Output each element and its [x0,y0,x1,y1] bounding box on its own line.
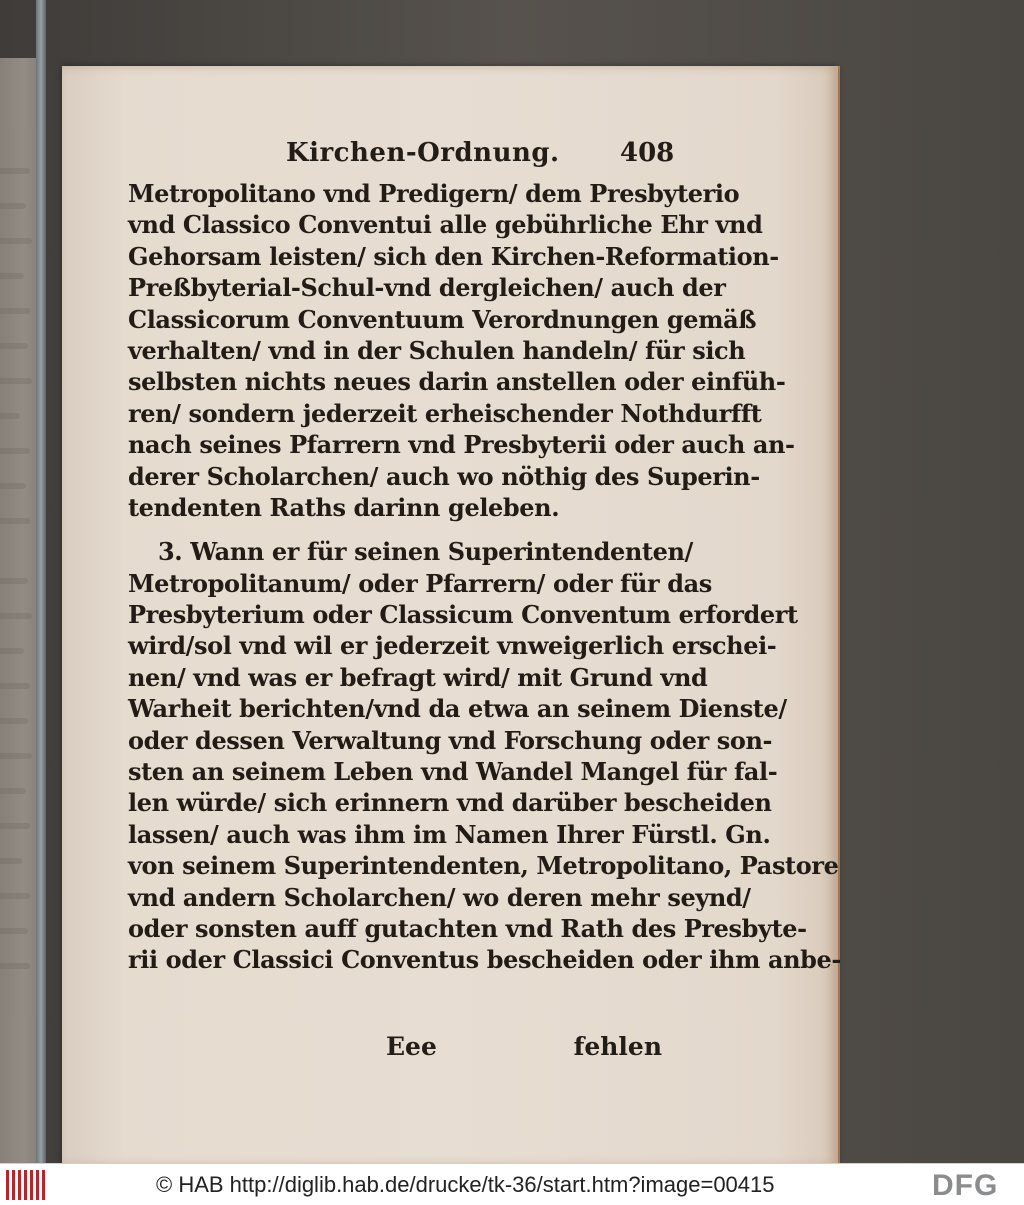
text-line: Metropolitano vnd Predigern/ dem Presbyterio [128,179,740,208]
body-text [128,178,841,976]
running-head [62,138,838,178]
text-line: derer Scholarchen/ auch wo nöthig des Superin- [128,461,760,491]
page-footer-line [128,1032,662,1068]
catchword: fehlen [573,1032,662,1061]
text-line: Presbyterium oder Classicum Conventum erfordert [128,600,798,630]
text-line: oder dessen Verwaltung vnd Forschung oder son- [128,725,773,755]
paragraph-start-line: 3. Wann er für seinen Superintendenten/ [158,537,693,567]
text-line: vnd Classico Conventui alle gebührliche Ehr vnd [128,210,763,240]
text-line: Preßbyterial-Schul-vnd dergleichen/ auch der [128,273,726,303]
text-line: len würde/ sich erinnern vnd darüber bescheiden [128,788,772,818]
signature-mark: Eee [386,1032,437,1061]
footer-bar [0,1163,1024,1205]
text-line: vnd andern Scholarchen/ wo deren mehr seynd/ [128,882,751,912]
text-line: rii oder Classici Conventus bescheiden oder ihm anbe- [128,945,841,975]
text-line: sten an seinem Leben vnd Wandel Mangel für fal- [128,757,778,787]
text-line: nen/ vnd was er befragt wird/ mit Grund vnd [128,662,708,692]
text-line: Warheit berichten/vnd da etwa an seinem Dienste/ [128,694,787,724]
text-line: verhalten/ vnd in der Schulen handeln/ für sich [128,335,746,365]
text-line: ren/ sondern jederzeit erheischender Nothdurfft [128,398,762,428]
text-line: selbsten nichts neues darin anstellen oder einfüh- [128,367,786,397]
text-line: Classicorum Conventuum Verordnungen gemäß [128,304,757,334]
scanned-page [62,66,841,1163]
hab-logo-icon[interactable] [6,1170,46,1200]
page-number: 408 [620,138,675,168]
text-line: Metropolitanum/ oder Pfarrern/ oder für das [128,568,712,598]
dfg-logo[interactable]: DFG [932,1169,999,1202]
text-line: oder sonsten auff gutachten vnd Rath des Presbyte- [128,913,807,943]
text-line: nach seines Pfarrern vnd Presbyterii oder auch an- [128,430,795,460]
book-spine-edge [36,0,46,1163]
running-head-title: Kirchen-Ordnung. [286,138,560,168]
text-line: tendenten Raths darinn geleben. [128,492,560,522]
text-line: wird/sol vnd wil er jederzeit vnweigerlich erschei- [128,631,777,661]
text-line: von seinem Superintendenten, Metropolitano, Pastore [128,851,839,881]
text-line: lassen/ auch was ihm im Namen Ihrer Fürstl. Gn. [128,819,771,849]
text-line: Gehorsam leisten/ sich den Kirchen-Reformation- [128,241,779,271]
source-url-link[interactable]: © HAB http://diglib.hab.de/drucke/tk-36/start.htm?image=00415 [156,1172,775,1197]
